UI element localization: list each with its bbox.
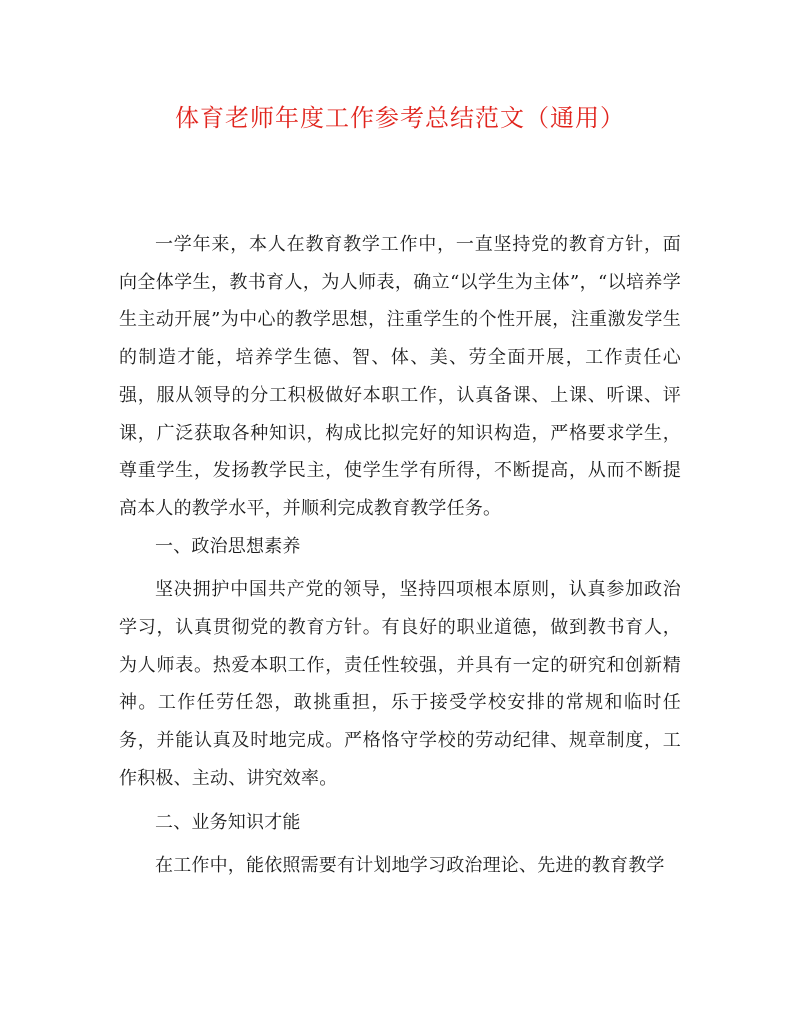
- section-heading-political: 一、政治思想素养: [155, 535, 301, 557]
- intro-paragraph: 一学年来，本人在教育教学工作中，一直坚持党的教育方针，面向全体学生，教书育人，为人师表，确立“以学生为主体”，“以培养学生主动开展”为中心的教学思想，注重学生的个性开展，注重激发学生的制造才能，培养学生德、智、体、美、劳全面开展，工作责任心强，服从领导的分工积极做好本职工作，认真备课、上课、听课、评课，广泛获取各种知识，构成比拟完好的知识构造，严格要求学生，尊重学生，发扬教学民主，使学生学有所得，不断提高，从而不断提高本人的教学水平，并顺利完成教育教学任务。: [119, 234, 681, 519]
- professional-paragraph: 在工作中，能依照需要有计划地学习政治理论、先进的教育教学: [155, 855, 665, 877]
- document-title: 体育老师年度工作参考总结范文（通用）: [175, 104, 625, 132]
- document-body: [119, 226, 681, 885]
- political-paragraph: 坚决拥护中国共产党的领导，坚持四项根本原则，认真参加政治学习，认真贯彻党的教育方针。有良好的职业道德，做到教书育人，为人师表。热爱本职工作，责任性较强，并具有一定的研究和创新精神。工作任劳任怨，敢挑重担，乐于接受学校安排的常规和临时任务，并能认真及时地完成。严格恪守学校的劳动纪律、规章制度，工作积极、主动、讲究效率。: [119, 579, 681, 789]
- section-heading-professional: 二、业务知识才能: [155, 811, 301, 833]
